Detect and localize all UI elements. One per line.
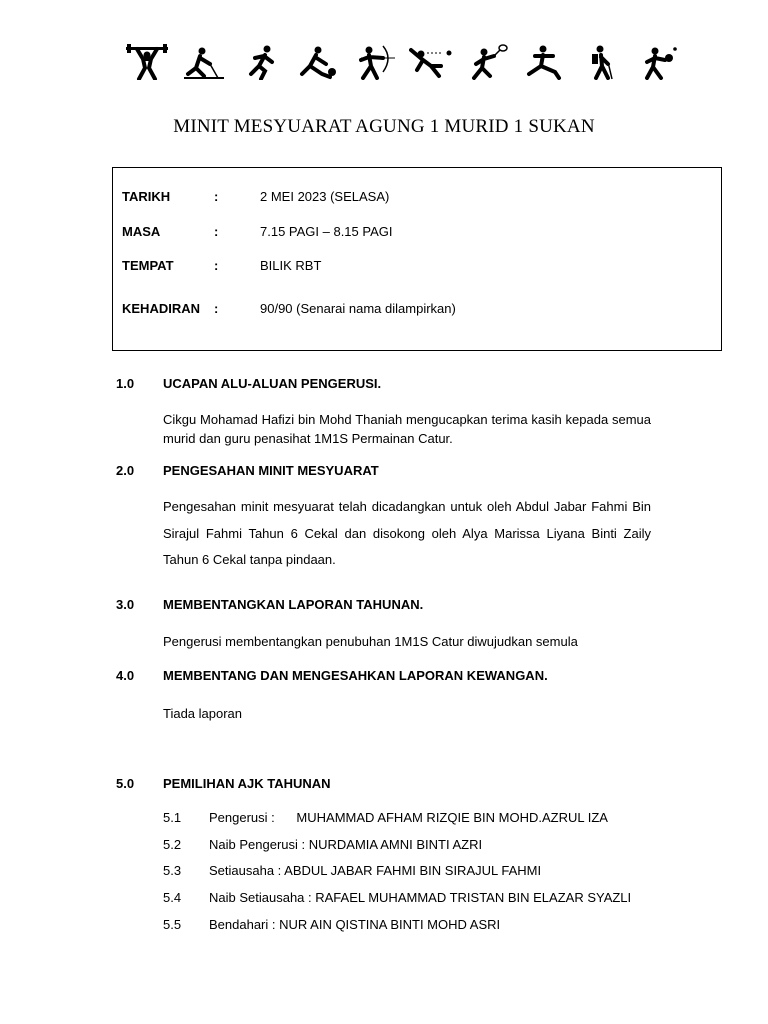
item-number: 5.5 <box>163 917 182 932</box>
section-title: PEMILIHAN AJK TAHUNAN <box>163 776 331 791</box>
section-number: 5.0 <box>116 776 135 791</box>
section-title: PENGESAHAN MINIT MESYUARAT <box>163 463 379 478</box>
meeting-info-box <box>112 167 722 351</box>
item-number: 5.4 <box>163 890 182 905</box>
document-title: MINIT MESYUARAT AGUNG 1 MURID 1 SUKAN <box>173 116 595 137</box>
item-number: 5.2 <box>163 837 182 852</box>
info-value: BILIK RBT <box>260 258 322 273</box>
section-2-body: Pengesahan minit mesyuarat telah dicadangkan untuk oleh Abdul Jabar Fahmi Bin Sirajul Fahmi Tahun 6 Cekal dan disokong oleh Alya Marissa Liyana Binti Zaily Tahun 6 Cekal tanpa pindaan. <box>163 499 651 567</box>
section-4-body: Tiada laporan <box>163 706 243 721</box>
info-colon: : <box>214 301 219 316</box>
hiking-icon <box>580 44 624 80</box>
section-number: 2.0 <box>116 463 135 478</box>
section-3-body: Pengerusi membentangkan penubuhan 1M1S Catur diwujudkan semula <box>163 634 578 649</box>
item-number: 5.3 <box>163 863 182 878</box>
sports-banner <box>117 43 689 80</box>
section-number: 4.0 <box>116 668 135 683</box>
martial-arts-icon <box>523 44 567 80</box>
item-text: Naib Pengerusi : NURDAMIA AMNI BINTI AZRI <box>209 837 483 852</box>
info-label: KEHADIRAN <box>122 301 200 316</box>
archery-icon <box>353 44 397 80</box>
item-text: Bendahari : NUR AIN QISTINA BINTI MOHD ASRI <box>209 917 501 932</box>
item-text: Setiausaha : ABDUL JABAR FAHMI BIN SIRAJUL FAHMI <box>209 863 542 878</box>
info-value: 7.15 PAGI – 8.15 PAGI <box>260 224 393 239</box>
info-value: 2 MEI 2023 (SELASA) <box>260 189 390 204</box>
info-label: TARIKH <box>122 189 171 204</box>
item-text: Naib Setiausaha : RAFAEL MUHAMMAD TRISTAN BIN ELAZAR SYAZLI <box>209 890 632 905</box>
section-title: MEMBENTANGKAN LAPORAN TAHUNAN. <box>163 597 424 612</box>
item-number: 5.1 <box>163 810 182 825</box>
weightlifting-icon <box>125 44 169 80</box>
section-title: UCAPAN ALU-ALUAN PENGERUSI. <box>163 376 382 391</box>
info-colon: : <box>214 224 219 239</box>
shot-put-icon <box>409 44 453 80</box>
ping-pong-icon <box>637 44 681 80</box>
badminton-icon <box>466 44 510 80</box>
info-colon: : <box>214 258 219 273</box>
section-number: 3.0 <box>116 597 135 612</box>
info-value: 90/90 (Senarai nama dilampirkan) <box>260 301 456 316</box>
section-1-body: Cikgu Mohamad Hafizi bin Mohd Thaniah mengucapkan terima kasih kepada semua murid dan guru penasihat 1M1S Permainan Catur. <box>163 412 651 446</box>
golf-icon <box>182 44 226 80</box>
info-label: MASA <box>122 224 161 239</box>
running-icon <box>239 44 283 80</box>
section-number: 1.0 <box>116 376 135 391</box>
section-title: MEMBENTANG DAN MENGESAHKAN LAPORAN KEWANGAN. <box>163 668 548 683</box>
info-label: TEMPAT <box>122 258 174 273</box>
info-colon: : <box>214 189 219 204</box>
item-text: Pengerusi : MUHAMMAD AFHAM RIZQIE BIN MOHD.AZRUL IZA <box>209 810 608 825</box>
bowling-icon <box>296 44 340 80</box>
